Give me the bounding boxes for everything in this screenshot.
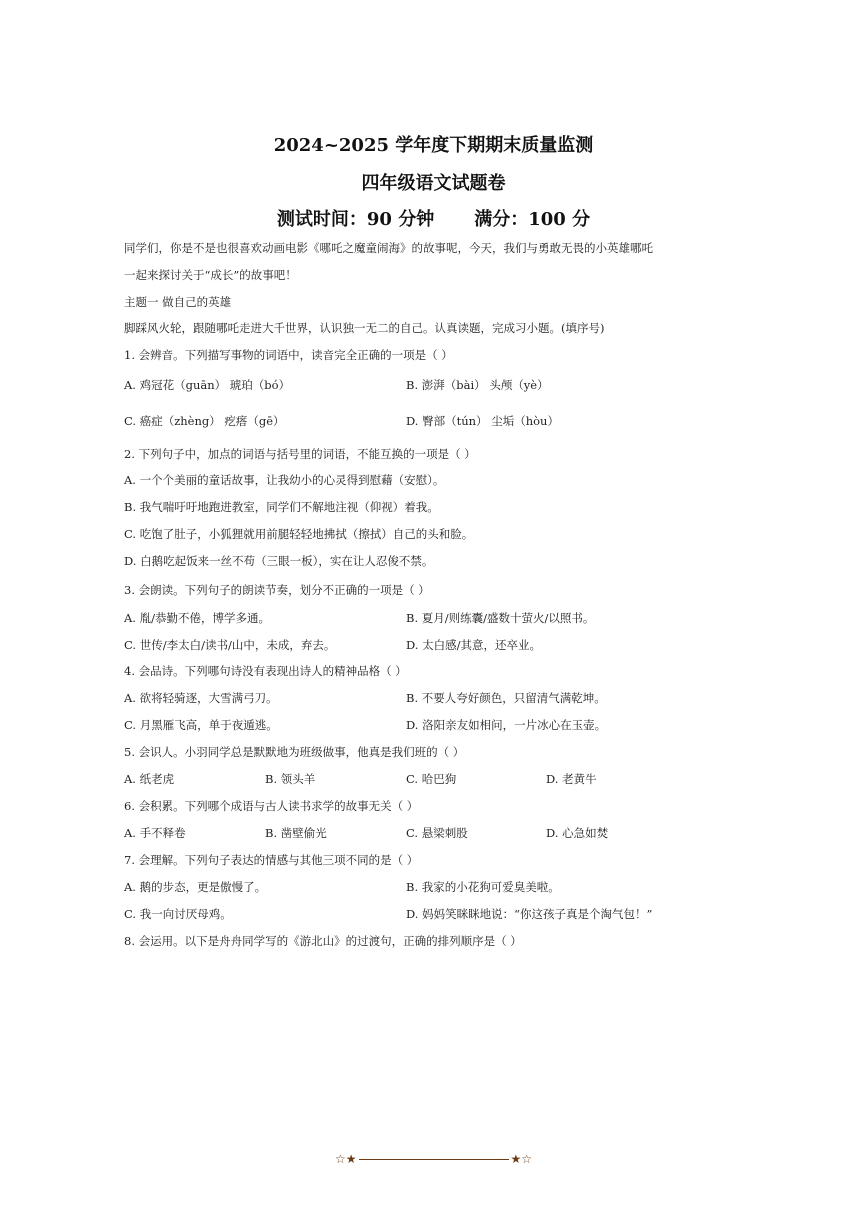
question-1-option-d: D. 臀部（tún） 尘垢（hòu） xyxy=(406,414,559,428)
question-7-option-b: B. 我家的小花狗可爱臭美啦。 xyxy=(406,880,560,894)
footer-stars-right: ★☆ xyxy=(510,1152,533,1166)
question-1-option-a: A. 鸡冠花（guān） 琥珀（bó） xyxy=(124,378,291,392)
question-6-option-b: B. 凿壁偷光 xyxy=(265,826,327,840)
question-1-stem: 1. 会辨音。下列描写事物的词语中，读音完全正确的一项是（ ） xyxy=(124,348,453,362)
question-3-option-a: A. 胤/恭勤不倦，博学多通。 xyxy=(124,611,270,625)
question-4-option-c: C. 月黑雁飞高，单于夜遁逃。 xyxy=(124,718,278,732)
question-3-stem: 3. 会朗读。下列句子的朗读节奏，划分不正确的一项是（ ） xyxy=(124,583,430,597)
footer-stars-left: ☆★ xyxy=(334,1152,357,1166)
theme-instruction: 脚踩风火轮，跟随哪吒走进大千世界，认识独一无二的自己。认真读题，完成习小题。(填序号) xyxy=(124,321,605,335)
question-1-option-b: B. 澎湃（bài） 头颅（yè） xyxy=(406,378,549,392)
exam-title: 2024~2025 学年度下期期末质量监测 xyxy=(273,135,594,156)
question-4-option-b: B. 不要人夸好颜色，只留清气满乾坤。 xyxy=(406,691,606,705)
question-3-option-b: B. 夏月/则练囊/盛数十萤火/以照书。 xyxy=(406,611,595,625)
question-2-option-a: A. 一个个美丽的童话故事，让我幼小的心灵得到慰藉（安慰）。 xyxy=(124,473,445,487)
question-7-option-c: C. 我一向讨厌母鸡。 xyxy=(124,907,232,921)
question-5-option-d: D. 老黄牛 xyxy=(546,772,597,786)
question-6-option-d: D. 心急如焚 xyxy=(546,826,609,840)
question-3-option-d: D. 太白感/其意，还卒业。 xyxy=(406,638,541,652)
question-6-option-a: A. 手不释卷 xyxy=(124,826,186,840)
footer-rule xyxy=(359,1159,509,1160)
question-7-stem: 7. 会理解。下列句子表达的情感与其他三项不同的是（ ） xyxy=(124,853,419,867)
theme-heading: 主题一 做自己的英雄 xyxy=(124,295,232,309)
question-5-stem: 5. 会识人。小羽同学总是默默地为班级做事，他真是我们班的（ ） xyxy=(124,745,465,759)
question-1-option-c: C. 癌症（zhèng） 疙瘩（gē） xyxy=(124,414,285,428)
question-6-option-c: C. 悬梁刺股 xyxy=(406,826,468,840)
question-2-stem: 2. 下列句子中，加点的词语与括号里的词语，不能互换的一项是（ ） xyxy=(124,447,476,461)
question-7-option-a: A. 鹅的步态，更是傲慢了。 xyxy=(124,880,267,894)
question-2-option-b: B. 我气喘吁吁地跑进教室，同学们不解地注视（仰视）着我。 xyxy=(124,500,439,514)
question-5-option-b: B. 领头羊 xyxy=(265,772,316,786)
question-5-option-a: A. 纸老虎 xyxy=(124,772,175,786)
exam-meta xyxy=(0,205,867,231)
question-4-stem: 4. 会品诗。下列哪句诗没有表现出诗人的精神品格（ ） xyxy=(124,664,407,678)
question-2-option-d: D. 白鹅吃起饭来一丝不苟（三眼一板），实在让人忍俊不禁。 xyxy=(124,554,434,568)
test-time: 测试时间：90 分钟 xyxy=(276,209,435,230)
intro-line-1: 同学们，你是不是也很喜欢动画电影《哪吒之魔童闹海》的故事呢，今天，我们与勇敢无畏的小英雄哪吒 xyxy=(124,241,653,255)
question-2-option-c: C. 吃饱了肚子，小狐狸就用前腿轻轻地拂拭（擦拭）自己的头和脸。 xyxy=(124,527,474,541)
page-footer-ornament xyxy=(0,1152,867,1166)
question-5-option-c: C. 哈巴狗 xyxy=(406,772,457,786)
question-4-option-d: D. 洛阳亲友如相问，一片冰心在玉壶。 xyxy=(406,718,607,732)
question-6-stem: 6. 会积累。下列哪个成语与古人读书求学的故事无关（ ） xyxy=(124,799,419,813)
exam-subtitle: 四年级语文试题卷 xyxy=(361,173,506,194)
full-score: 满分：100 分 xyxy=(474,209,591,230)
question-8-stem: 8. 会运用。以下是舟舟同学写的《游北山》的过渡句，正确的排列顺序是（ ） xyxy=(124,934,522,948)
question-4-option-a: A. 欲将轻骑逐，大雪满弓刀。 xyxy=(124,691,278,705)
intro-line-2: 一起来探讨关于“成长”的故事吧！ xyxy=(124,268,297,282)
question-7-option-d: D. 妈妈笑眯眯地说：“你这孩子真是个淘气包！” xyxy=(406,907,653,921)
question-3-option-c: C. 世传/李太白/读书/山中，未成，弃去。 xyxy=(124,638,336,652)
